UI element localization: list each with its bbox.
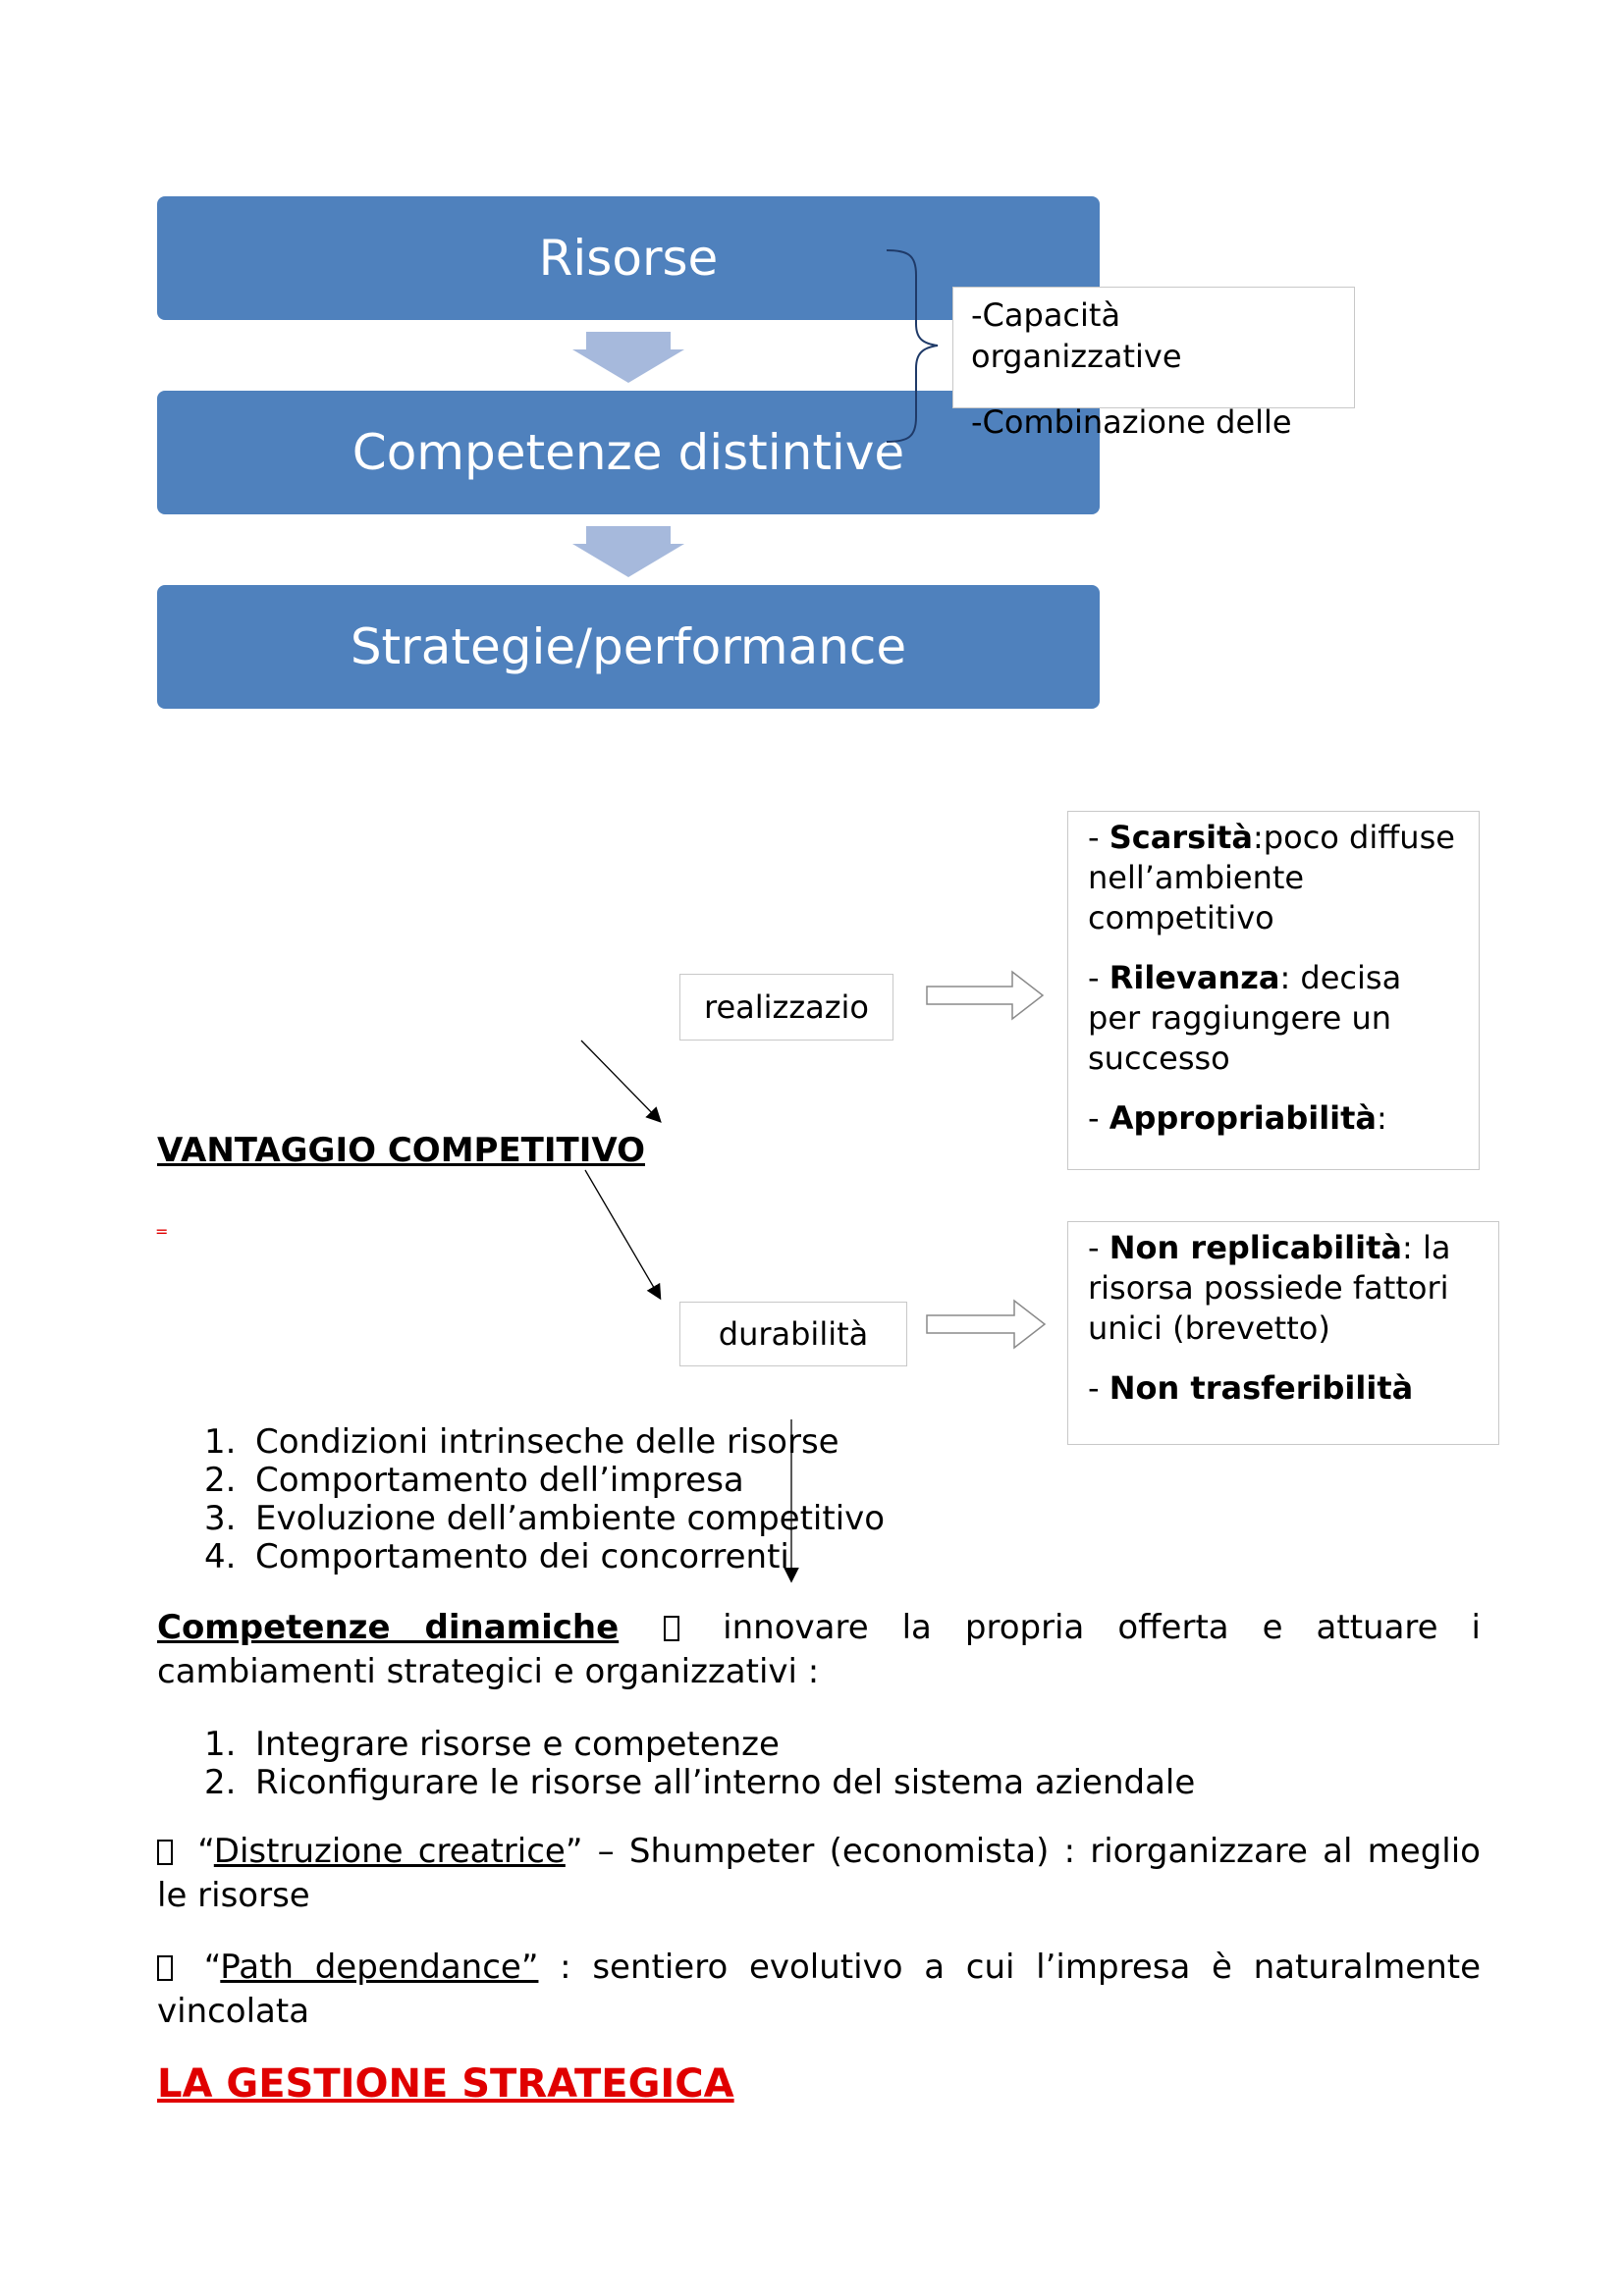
flow-box-competenze-label: Competenze distintive: [352, 424, 905, 481]
callout-durabilita: [1067, 1221, 1499, 1445]
callout-realizzazione: [1067, 811, 1480, 1170]
path-dependance-paragraph: “Path dependance” : sentiero evolutivo a cui l’impresa è naturalmente vincolata: [157, 1948, 1481, 2031]
list-item: 1. Integrare risorse e competenze: [204, 1725, 780, 1764]
distruzione-creatrice-paragraph: “Distruzione creatrice” – Shumpeter (economista) : riorganizzare al meglio le risorse: [157, 1832, 1481, 1915]
item-rilevanza-bold: Rilevanza: [1109, 959, 1280, 996]
path-text: : sentiero evolutivo a cui l’impresa è naturalmente vincolata: [157, 1948, 1481, 2031]
list-item: 2. Comportamento dell’impresa: [204, 1461, 744, 1500]
section-title: LA GESTIONE STRATEGICA: [157, 2061, 734, 2107]
label-durabilita-text: durabilità: [718, 1315, 869, 1353]
item-scarsita-bold: Scarsità: [1109, 819, 1254, 856]
item-appropriabilita-bold: Appropriabilità: [1109, 1099, 1378, 1137]
item-appropriabilita-text: :: [1377, 1099, 1387, 1137]
item-rilevanza: - Rilevanza: decisa per raggiungere un successo: [1088, 959, 1402, 1077]
callout-capacita-line1: -Capacità organizzative: [971, 296, 1182, 375]
bullet-glyph-icon: [157, 1840, 173, 1865]
item-non-replicabilita: - Non replicabilità: la risorsa possiede fattori unici (brevetto): [1088, 1229, 1451, 1347]
callout-capacita-line2: -Combinazione delle: [971, 403, 1292, 442]
list-item: 2. Riconfigurare le risorse all’interno del sistema aziendale: [204, 1763, 1196, 1802]
item-appropriabilita: - Appropriabilità:: [1088, 1099, 1387, 1137]
item-rilevanza-text: : decisa per raggiungere un successo: [1088, 959, 1402, 1077]
distruzione-text: ” – Shumpeter (economista) : riorganizzare al meglio le risorse: [157, 1832, 1481, 1915]
path-term: Path dependance”: [220, 1948, 539, 1987]
competenze-dinamiche-title: Competenze dinamiche: [157, 1608, 620, 1647]
bullet-glyph-icon: [157, 1955, 173, 1981]
item-non-trasferibilita: - Non trasferibilità: [1088, 1369, 1414, 1407]
arrow-glyph-icon: [664, 1616, 679, 1641]
flow-box-risorse-label: Risorse: [538, 230, 719, 287]
flow-box-strategie-label: Strategie/performance: [350, 618, 907, 675]
distruzione-term: Distruzione creatrice: [213, 1832, 566, 1871]
competenze-dinamiche-paragraph: [157, 1606, 1481, 1694]
competenze-dinamiche-text: innovare la propria offerta e attuare i cambiamenti strategici e organizzativi :: [157, 1608, 1481, 1691]
item-scarsita-text: :poco diffuse nell’ambiente competitivo: [1088, 819, 1455, 936]
item-scarsita: - Scarsità:poco diffuse nell’ambiente competitivo: [1088, 819, 1455, 936]
vantaggio-title: VANTAGGIO COMPETITIVO: [157, 1131, 645, 1170]
list-fattori-durabilita: [157, 1423, 1041, 1576]
list-item: 4. Comportamento dei concorrenti: [204, 1537, 789, 1576]
list-item: 1. Condizioni intrinseche delle risorse: [204, 1422, 839, 1462]
list-competenze: [157, 1726, 1335, 1802]
label-realizzazione-text: realizzazio: [704, 988, 869, 1026]
item-non-replicabilita-text: : la risorsa possiede fattori unici (brevetto): [1088, 1229, 1451, 1347]
item-non-replicabilita-bold: Non replicabilità: [1109, 1229, 1402, 1266]
red-mark: =: [155, 1222, 169, 1241]
list-item: 3. Evoluzione dell’ambiente competitivo: [204, 1499, 886, 1538]
item-non-trasferibilita-bold: Non trasferibilità: [1109, 1369, 1414, 1407]
